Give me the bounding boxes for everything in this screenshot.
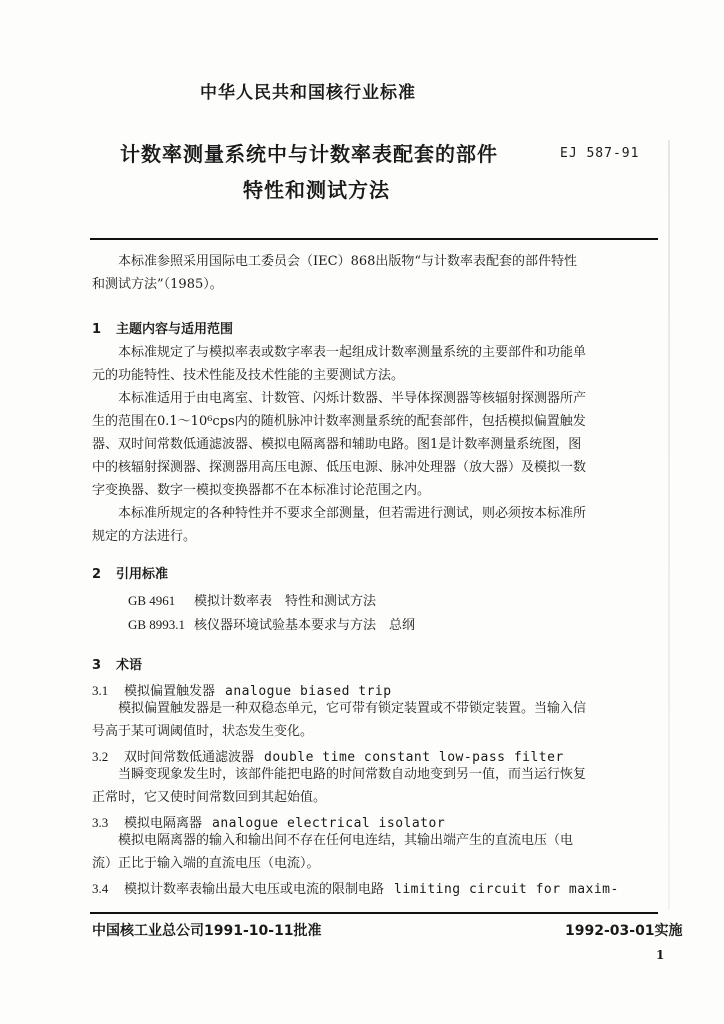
section-2-title: 引用标准 bbox=[116, 567, 169, 582]
standard-code: EJ 587-91 bbox=[560, 146, 640, 161]
effective-date: 1992-03-01实施 bbox=[565, 923, 683, 939]
reference-title: 模拟计数率表 特性和测试方法 bbox=[194, 594, 377, 609]
s1-p1-line2: 元的功能特性、技术性能及技术性能的主要测试方法。 bbox=[92, 368, 405, 383]
section-3-heading bbox=[92, 654, 142, 673]
s1-p3-line1: 本标准所规定的各种特性并不要求全部测量，但若需进行测试，则必须按本标准所 bbox=[118, 506, 587, 521]
t3-def-line2: 流）正比于输入端的直流电压（电流）。 bbox=[92, 856, 320, 871]
s1-p2-line3: 器、双时间常数低通滤波器、模拟电隔离器和辅助电路。图1是计数率测量系统图，图 bbox=[92, 437, 582, 452]
reference-title: 核仪器环境试验基本要求与方法 总纲 bbox=[194, 618, 416, 633]
s1-p2-line2: 生的范围在0.1～10⁶cps内的随机脉冲计数率测量系统的配套部件，包括模拟偏置触发 bbox=[92, 414, 586, 429]
document-title-line1: 计数率测量系统中与计数率表配套的部件 bbox=[120, 142, 498, 166]
section-1-heading bbox=[92, 318, 233, 337]
s1-p1-line1: 本标准规定了与模拟率表或数字率表一起组成计数率测量系统的主要部件和功能单 bbox=[118, 345, 587, 360]
document-title-line2: 特性和测试方法 bbox=[243, 178, 390, 202]
t1-def-line1: 模拟偏置触发器是一种双稳态单元，它可带有锁定装置或不带锁定装置。当输入信 bbox=[118, 701, 587, 716]
term-chinese: 双时间常数低通滤波器 bbox=[124, 750, 255, 765]
term-chinese: 模拟计数率表输出最大电压或电流的限制电路 bbox=[124, 882, 385, 897]
term-number: 3.2 bbox=[92, 749, 109, 764]
term-english: double time constant low-pass filter bbox=[264, 750, 564, 765]
section-2-number: 2 bbox=[92, 567, 102, 582]
scan-margin-shadow bbox=[668, 140, 670, 910]
section-1-title: 主题内容与适用范围 bbox=[116, 322, 234, 337]
section-2-heading bbox=[92, 563, 168, 582]
t3-def-line1: 模拟电隔离器的输入和输出间不存在任何电连结，其输出端产生的直流电压（电 bbox=[118, 833, 574, 848]
term-chinese: 模拟电隔离器 bbox=[124, 816, 203, 831]
reference-item bbox=[128, 614, 415, 633]
reference-code: GB 4961 bbox=[128, 593, 176, 608]
term-number: 3.4 bbox=[92, 881, 109, 896]
term-english: analogue electrical isolator bbox=[212, 816, 446, 831]
approval-date: 中国核工业总公司1991-10-11批准 bbox=[92, 923, 322, 939]
term-chinese: 模拟偏置触发器 bbox=[124, 684, 216, 699]
s1-p3-line2: 规定的方法进行。 bbox=[92, 529, 197, 544]
issuing-authority: 中华人民共和国核行业标准 bbox=[200, 83, 416, 103]
reference-code: GB 8993.1 bbox=[128, 617, 186, 632]
s1-p2-line5: 字变换器、数字一模拟变换器都不在本标准讨论范围之内。 bbox=[92, 483, 431, 498]
t1-def-line2: 号高于某可调阈值时，状态发生变化。 bbox=[92, 724, 314, 739]
section-3-title: 术语 bbox=[116, 658, 143, 673]
t2-def-line1: 当瞬变现象发生时，该部件能把电路的时间常数自动地变到另一值，而当运行恢复 bbox=[118, 767, 587, 782]
section-3-number: 3 bbox=[92, 658, 102, 673]
reference-item bbox=[128, 590, 376, 609]
term-english: limiting circuit for maxim- bbox=[394, 882, 619, 897]
s1-p2-line1: 本标准适用于由电离室、计数管、闪烁计数器、半导体探测器等核辐射探测器所产 bbox=[118, 391, 587, 406]
term-3-4 bbox=[92, 878, 619, 897]
term-english: analogue biased trip bbox=[225, 684, 392, 699]
t2-def-line2: 正常时，它又使时间常数回到其起始值。 bbox=[92, 790, 327, 805]
footer-divider bbox=[90, 912, 658, 914]
header-divider bbox=[90, 238, 658, 240]
term-number: 3.3 bbox=[92, 815, 109, 830]
section-1-number: 1 bbox=[92, 322, 102, 337]
intro-line-1: 本标准参照采用国际电工委员会（IEC）868出版物“与计数率表配套的部件特性 bbox=[118, 254, 578, 269]
s1-p2-line4: 中的核辐射探测器、探测器用高压电源、低压电源、脉冲处理器（放大器）及模拟一数 bbox=[92, 460, 587, 475]
intro-line-2: 和测试方法”（1985）。 bbox=[92, 277, 223, 292]
page-number: 1 bbox=[656, 948, 665, 962]
term-number: 3.1 bbox=[92, 683, 109, 698]
